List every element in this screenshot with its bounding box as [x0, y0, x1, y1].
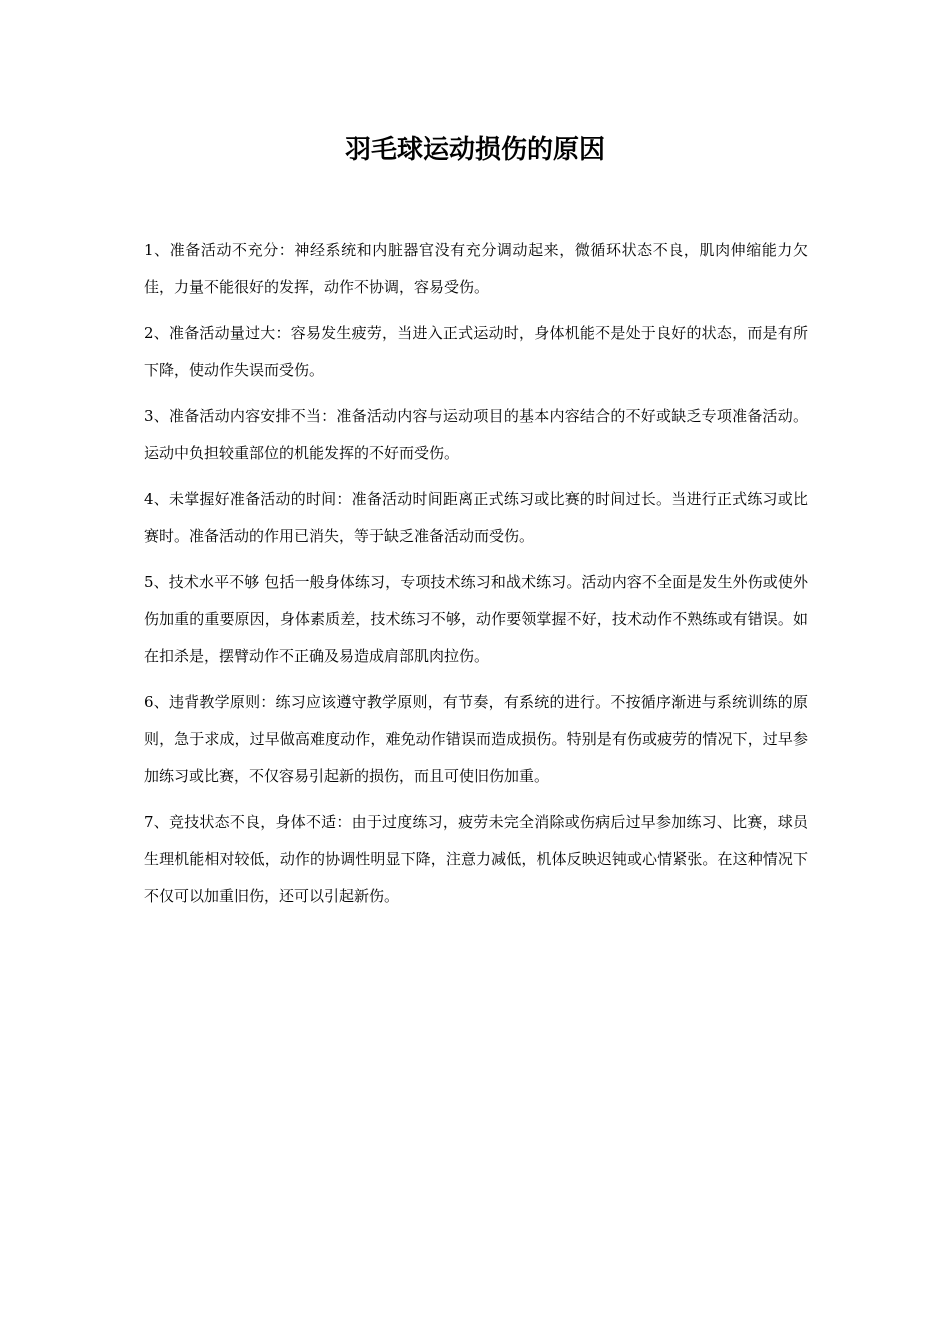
- paragraph-7: 7、竞技状态不良，身体不适：由于过度练习，疲劳未完全消除或伤病后过早参加练习、比赛，球员生理机能相对较低，动作的协调性明显下降，注意力减低，机体反映迟钝或心情紧张。在这种情况下不仅可以加重旧伤，还可以引起新伤。: [144, 813, 808, 905]
- paragraph-3: 3、准备活动内容安排不当：准备活动内容与运动项目的基本内容结合的不好或缺乏专项准备活动。运动中负担较重部位的机能发挥的不好而受伤。: [144, 407, 808, 462]
- document-title: 羽毛球运动损伤的原因: [344, 135, 605, 165]
- paragraph-5: 5、技术水平不够 包括一般身体练习，专项技术练习和战术练习。活动内容不全面是发生外伤或使外伤加重的重要原因，身体素质差，技术练习不够，动作要领掌握不好，技术动作不熟练或有错误。如在扣杀是，摆臂动作不正确及易造成肩部肌肉拉伤。: [144, 573, 808, 665]
- paragraph-2: 2、准备活动量过大：容易发生疲劳，当进入正式运动时，身体机能不是处于良好的状态，而是有所下降，使动作失误而受伤。: [144, 324, 808, 379]
- paragraph-6: 6、违背教学原则：练习应该遵守教学原则，有节奏，有系统的进行。不按循序渐进与系统训练的原则，急于求成，过早做高难度动作，难免动作错误而造成损伤。特别是有伤或疲劳的情况下，过早参加练习或比赛，不仅容易引起新的损伤，而且可使旧伤加重。: [144, 693, 808, 785]
- paragraph-4: 4、未掌握好准备活动的时间：准备活动时间距离正式练习或比赛的时间过长。当进行正式练习或比赛时。准备活动的作用已消失，等于缺乏准备活动而受伤。: [144, 490, 808, 545]
- paragraph-1: 1、准备活动不充分：神经系统和内脏器官没有充分调动起来，微循环状态不良，肌肉伸缩能力欠佳，力量不能很好的发挥，动作不协调，容易受伤。: [144, 241, 808, 296]
- document-body: [144, 232, 808, 924]
